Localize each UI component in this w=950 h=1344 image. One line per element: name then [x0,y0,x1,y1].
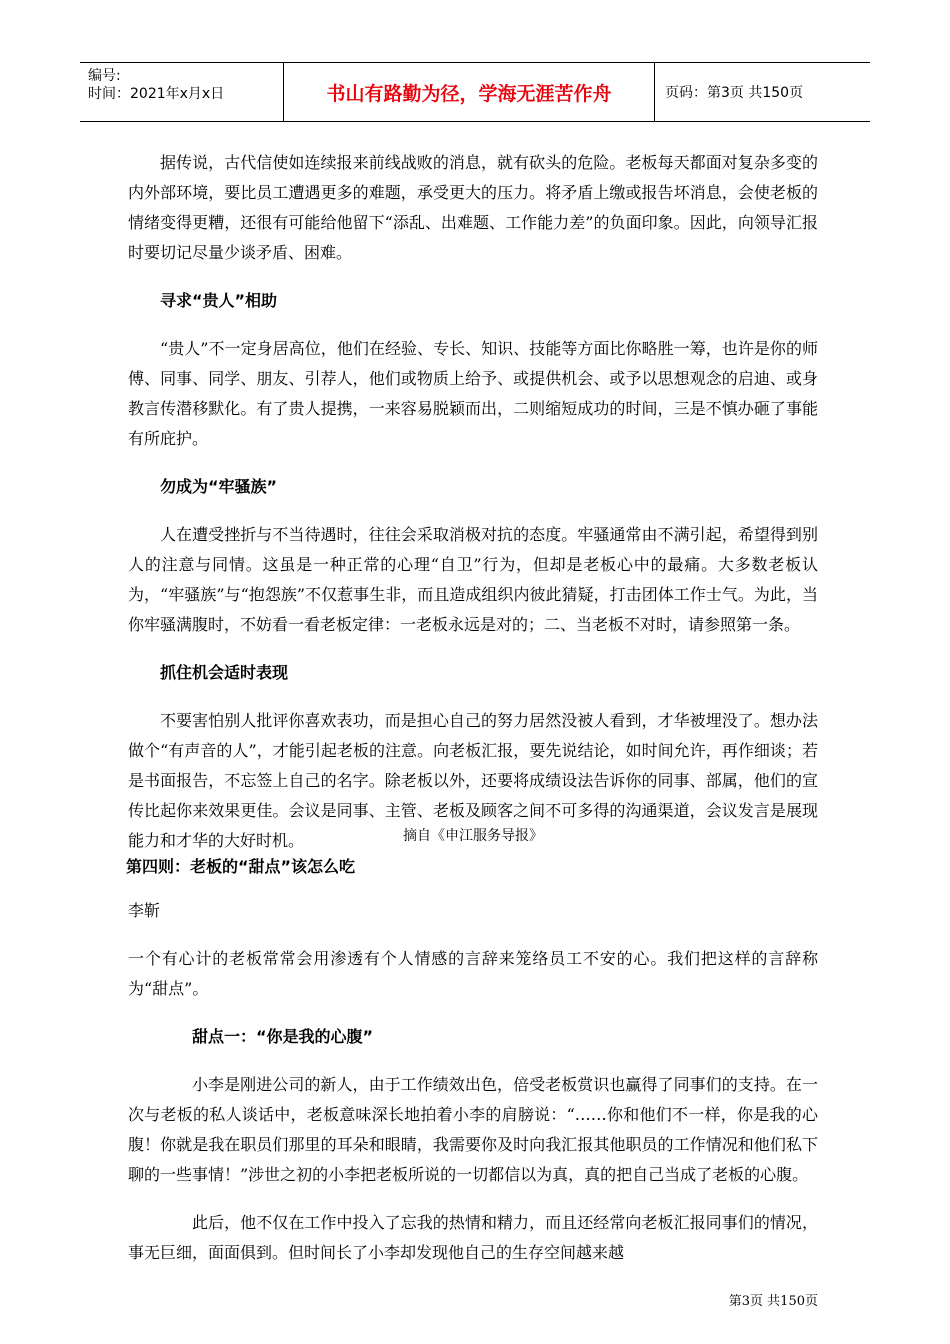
header-time-label: 时间：2021年x月x日 [88,86,225,102]
section-heading: 勿成为“牢骚族” [160,477,278,496]
header-motto: 书山有路勤为径，学海无涯苦作舟 [283,63,655,121]
source-citation: 摘自《申江服务导报》 [403,828,543,844]
paragraph: “贵人”不一定身居高位，他们在经验、专长、知识、技能等方面比你略胜一筹，也许是你的师傅、同事、同学、朋友、引荐人，他们或物质上给予、或提供机会、或予以思想观念的启迪、或身教言传潜移默化。有了贵人提携，一来容易脱颖而出，二则缩短成功的时间，三是不慎办砸了事能有所庇护。 [128,339,818,448]
header-number-label: 编号: [88,68,121,84]
paragraph: 小李是刚进公司的新人，由于工作绩效出色，倍受老板赏识也赢得了同事们的支持。在一次与老板的私人谈话中，老板意味深长地拍着小李的肩膀说：“……你和他们不一样，你是我的心腹！你就是我在职员们那里的耳朵和眼睛，我需要你及时向我汇报其他职员的工作情况和他们私下聊的一些事情！”涉世之初的小李把老板所说的一切都信以为真，真的把自己当成了老板的心腹。 [128,1075,818,1184]
subsection-heading: 甜点一：“你是我的心腹” [192,1027,374,1046]
paragraph: 据传说，古代信使如连续报来前线战败的消息，就有砍头的危险。老板每天都面对复杂多变的内外部环境，要比员工遭遇更多的难题，承受更大的压力。将矛盾上缴或报告坏消息，会使老板的情绪变得更糟，还很有可能给他留下“添乱、出难题、工作能力差”的负面印象。因此，向领导汇报时要切记尽量少谈矛盾、困难。 [128,153,818,262]
intro-paragraph: 一个有心计的老板常常会用渗透有个人情感的言辞来笼络员工不安的心。我们把这样的言辞称为“甜点”。 [128,949,818,998]
paragraph: 不要害怕别人批评你喜欢表功，而是担心自己的努力居然没被人看到，才华被埋没了。想办法做个“有声音的人”，才能引起老板的注意。向老板汇报，要先说结论，如时间允许，再作细谈；若是书面报告，不忘签上自己的名字。除老板以外，还要将成绩设法告诉你的同事、部属，他们的宣传比起你来效果更佳。会议是同事、主管、老板及顾客之间不可多得的沟通渠道，会议发言是展现能力和才华的大好时机。 [128,711,818,850]
page-header [80,62,870,122]
header-page-code: 页码：第3页 共150页 [665,85,804,101]
document-body-continued [128,826,818,1286]
header-meta [80,63,283,121]
author-name: 李靳 [128,901,161,920]
page-footer: 第3页 共150页 [728,1294,818,1309]
chapter-title: 第四则：老板的“甜点”该怎么吃 [126,857,356,876]
document-body [128,148,818,874]
paragraph: 人在遭受挫折与不当待遇时，往往会采取消极对抗的态度。牢骚通常由不满引起，希望得到别人的注意与同情。这虽是一种正常的心理“自卫”行为，但却是老板心中的最痛。大多数老板认为，“牢骚族”与“抱怨族”不仅惹事生非，而且造成组织内彼此猜疑，打击团体工作士气。为此，当你牢骚满腹时，不妨看一看老板定律：一老板永远是对的；二、当老板不对时，请参照第一条。 [128,525,818,634]
section-heading: 抓住机会适时表现 [160,663,289,682]
section-heading: 寻求“贵人”相助 [160,291,278,310]
paragraph: 此后，他不仅在工作中投入了忘我的热情和精力，而且还经常向老板汇报同事们的情况，事无巨细，面面俱到。但时间长了小李却发现他自己的生存空间越来越 [128,1213,818,1262]
